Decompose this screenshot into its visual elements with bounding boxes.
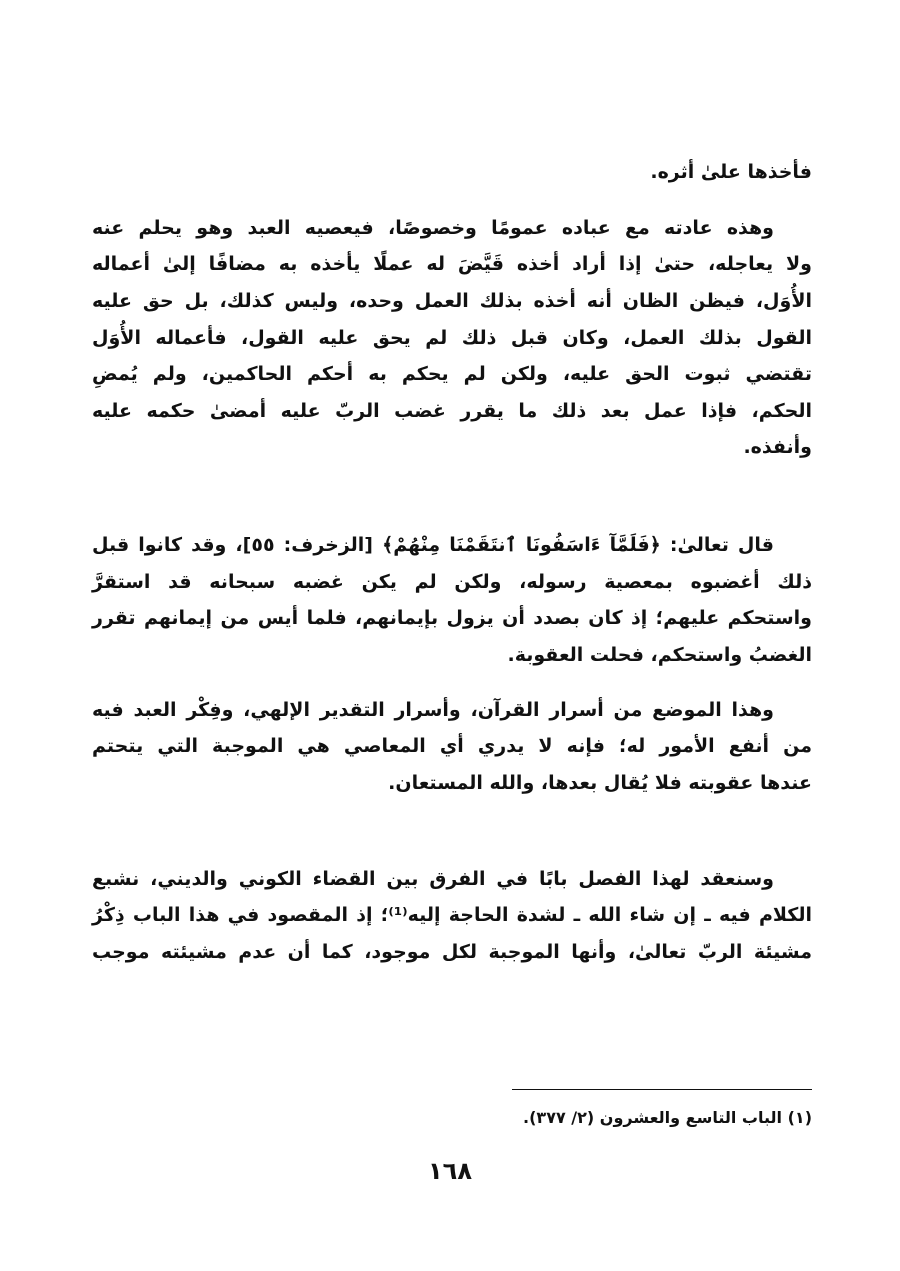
text-line: تقتضي ثبوت الحق عليه، ولكن لم يحكم به أحكم الحاكمين، ولم يُمضِ: [92, 363, 812, 385]
text-line: الأُوَل، فيظن الظان أنه أخذه بذلك العمل وحده، وليس كذلك، بل حق عليه: [92, 290, 812, 312]
text-line: وأنفذه.: [743, 436, 812, 458]
text-line: من أنفع الأمور له؛ فإنه لا يدري أي المعاصي هي الموجبة التي يتحتم: [92, 735, 812, 757]
text-line: ذلك أغضبوه بمعصية رسوله، ولكن لم يكن غضبه سبحانه قد استقرَّ: [92, 571, 812, 593]
text-line: مشيئة الربّ تعالىٰ، وأنها الموجبة لكل موجود، كما أن عدم مشيئته موجب: [92, 941, 812, 963]
text-line: عندها عقوبته فلا يُقال بعدها، والله المستعان.: [388, 772, 812, 794]
text-line: الحكم، فإذا عمل بعد ذلك ما يقرر غضب الربّ عليه أمضىٰ حكمه عليه: [92, 400, 812, 422]
text-line: الكلام فيه ـ إن شاء الله ـ لشدة الحاجة إليه⁽¹⁾؛ إذ المقصود في هذا الباب ذِكْرُ: [92, 904, 812, 926]
footnote: (١) الباب التاسع والعشرون (٢/ ٣٧٧).: [523, 1108, 812, 1127]
text-line: قال تعالىٰ: ﴿فَلَمَّآ ءَاسَفُونَا ٱنتَقَمْنَا مِنْهُمْ﴾ [الزخرف: ٥٥]، وقد كانوا قبل: [92, 534, 774, 556]
text-line: القول بذلك العمل، وكان قبل ذلك لم يحق عليه القول، فأعماله الأُوَل: [92, 327, 812, 349]
page-number: ١٦٨: [428, 1157, 472, 1185]
text-line: وهذه عادته مع عباده عمومًا وخصوصًا، فيعصيه العبد وهو يحلم عنه: [92, 217, 774, 239]
text-line: واستحكم عليهم؛ إذ كان بصدد أن يزول بإيمانهم، فلما أيس من إيمانهم تقرر: [92, 607, 812, 629]
text-line: الغضبُ واستحكم، فحلت العقوبة.: [507, 644, 812, 666]
text-line: وهذا الموضع من أسرار القرآن، وأسرار التقدير الإلهي، وفِكْر العبد فيه: [92, 699, 774, 721]
text-line: وسنعقد لهذا الفصل بابًا في الفرق بين القضاء الكوني والديني، نشبع: [92, 868, 774, 890]
footnote-divider: [512, 1089, 812, 1090]
text-line: فأخذها علىٰ أثره.: [650, 161, 812, 183]
text-line: ولا يعاجله، حتىٰ إذا أراد أخذه قَيَّضَ له عملًا يأخذه به مضافًا إلىٰ أعماله: [92, 253, 812, 275]
